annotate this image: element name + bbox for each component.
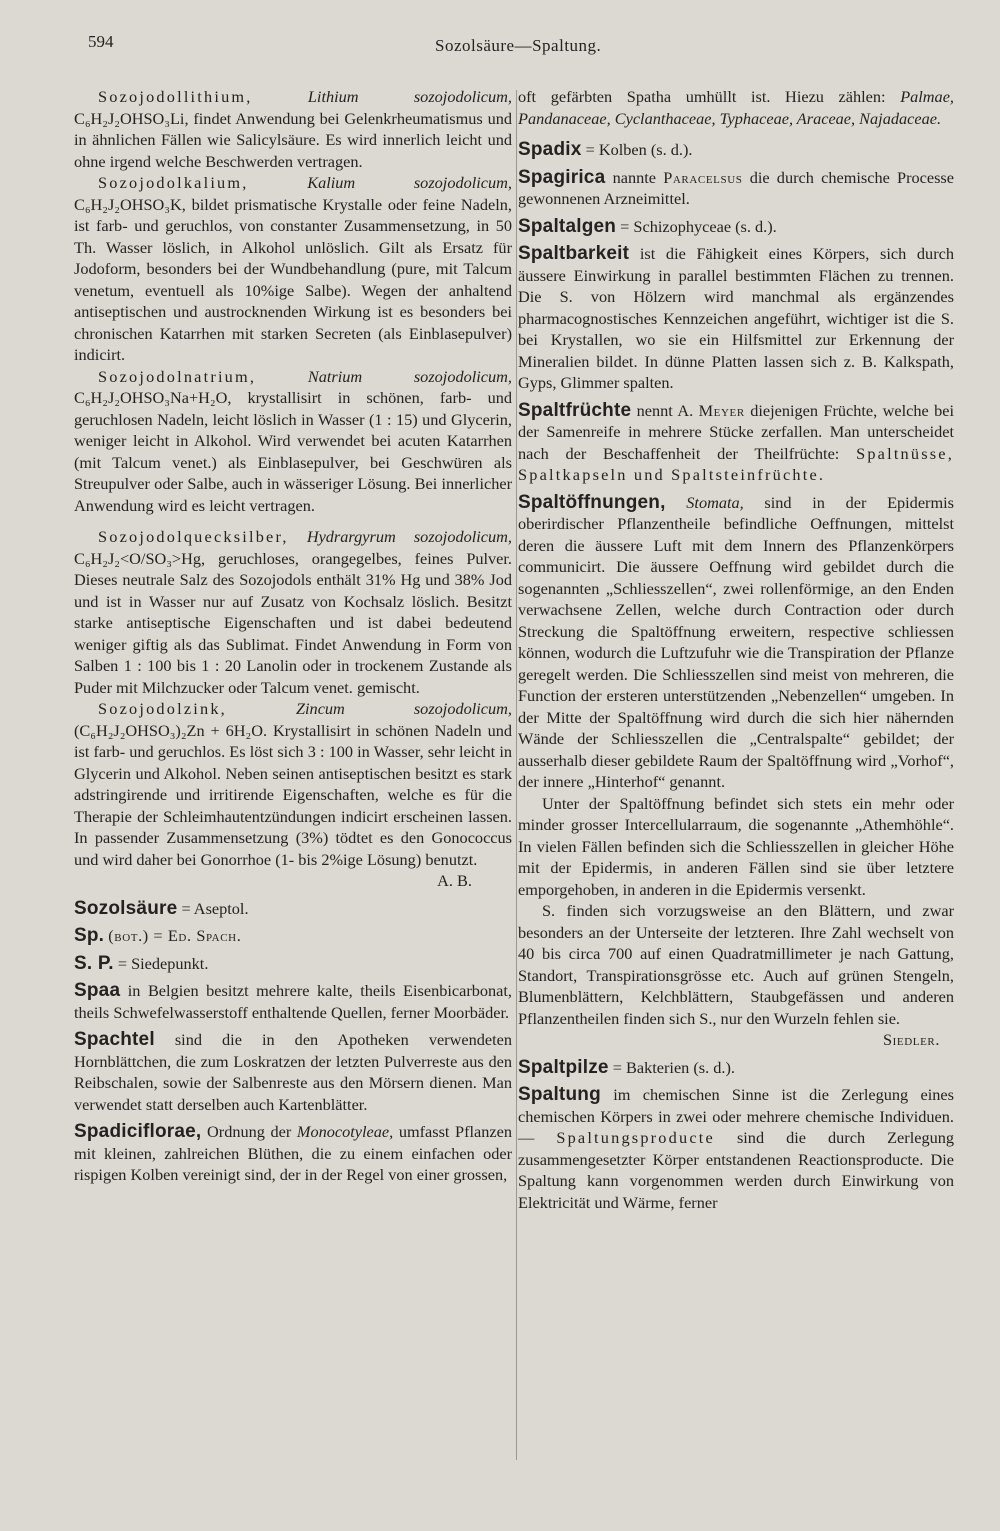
headword: Spachtel: [74, 1029, 155, 1050]
entry-body: sind die durch Zerlegung zusammengesetzter Körper entstandenen Reactionsproducte. Die Spaltung kann vorgenommen werden durch Einwirkung von Elektricität und Wärme, ferner: [518, 1128, 955, 1212]
entry-sozolsaeure: [74, 898, 512, 920]
entry-body: = Kolben (s. d.).: [585, 140, 693, 159]
entry-spadix: [518, 139, 954, 161]
headword: Spaltfrüchte: [518, 399, 632, 421]
entry-body: in Belgien besitzt mehrere kalte, theils Eisenbicarbonat, theils Schwefelwasserstoff enthaltende Quellen, ferner Moorbäder.: [74, 981, 512, 1022]
entry-sozojodolquecksilber: [74, 526, 512, 698]
entry-spagirica: [518, 167, 954, 210]
entry-spachtel: [74, 1029, 512, 1115]
entry-body: C₆H₂J₂OHSO₃K, bildet prismatische Krystalle oder feine Nadeln, ist farb- und geruchlos, von constanter Zusammensetzung, in 50 Th. Wasser löslich, in Alkohol unlöslich. Gilt als Ersatz für Jodoform, besonders bei der Wundbehandlung (pure, mit Talcum venetum, eventuell als 10%ige Salbe). Wegen der anhaltend antiseptischen und austrocknenden Wirkung ist es besonders bei chronischen Katarrhen mit starken Secreten (als Einblasepulver) indicirt.: [74, 194, 512, 364]
entry-body: oft gefärbten Spatha umhüllt ist. Hiezu zählen:: [518, 87, 886, 106]
entry-spaltoeffnungen: [518, 492, 954, 793]
latin-name: Lithium sozojodolicum,: [307, 87, 512, 106]
latin-name: Zincum sozojodolicum,: [295, 699, 512, 718]
entry-paragraph: Unter der Spaltöffnung befindet sich stets ein mehr oder minder grosser Intercellularraum, die sogenannte „Athemhöhle“. In vielen Fällen befinden sich die Schliesszellen in gleicher Höhe mit der Epidermis, in anderen Fällen sind sie über letztere emporgehoben, in anderen in die Epidermis versenkt.: [518, 793, 954, 899]
entry-sozojodolnatrium: [74, 366, 512, 517]
subentry-head: Sozojodolkalium,: [98, 173, 249, 192]
chemical-formula: C₆H₂J₂<O/SO₃>Hg,: [74, 548, 206, 568]
entry-spadiciflorae: [74, 1121, 512, 1186]
spaced-term: Spaltungsproducte: [556, 1128, 715, 1147]
entry-sozojodolzink: [74, 698, 512, 870]
headword: Spaltalgen: [518, 215, 617, 237]
latin-name: Stomata,: [686, 492, 744, 512]
entry-body: umfasst Pflanzen mit kleinen, zahlreichen Blüthen, die zu einem einfachen oder rispigen Kolben vereinigt sind, der in der Regel von einer grossen,: [74, 1122, 513, 1184]
latin-name: Natrium sozojodolicum,: [307, 366, 512, 386]
entry-body: Ordnung der: [207, 1122, 292, 1141]
latin-name: Hydrargyrum sozojodolicum,: [306, 527, 512, 546]
headword: Spaa: [74, 980, 121, 1001]
headword: Spaltung: [518, 1084, 601, 1105]
entry-s-p: [74, 953, 512, 975]
left-column: [74, 86, 512, 1186]
headword: Sp.: [74, 925, 105, 946]
subentry-head: Sozojodollithium,: [98, 87, 253, 106]
entry-paragraph: [518, 900, 954, 1051]
entry-spaltpilze: [518, 1057, 954, 1079]
author-signature: Siedler.: [882, 1030, 940, 1049]
entry-body: im chemischen Sinne ist die Zerlegung eines chemischen Körpers in zwei oder mehrere chemische Individuen. —: [518, 1085, 954, 1147]
continuation-spadiciflorae: [518, 86, 954, 129]
entry-body: nannte: [612, 167, 656, 187]
entry-body: sind in der Epidermis oberirdischer Pflanzentheile befindliche Oeffnungen, mittelst deren die äussere Luft mit dem Innern des Pflanzenkörpers communicirt. Die äussere Oeffnung wird gebildet durch die sogenannten „Schliesszellen“, zwei rollenförmige, an den Enden verwachsene Zellen, welche durch Contraction oder durch Streckung die Spaltöffnung erweitern, respective schliessen können, wodurch die Luftzufuhr wie die Transpiration der Pflanze geregelt werden. Die Schliesszellen sind meist von mehreren, die Function der ersteren unterstützenden „Nebenzellen“ umgeben. In der Mitte der Spaltöffnung wird durch die sich hier nähernden Wände der Schliesszellen die „Centralspalte“ gebildet; der ausserhalb dieser gebildete Raum der Spaltöffnung wird „Vorhof“, der innere „Hinterhof“ genannt.: [518, 492, 954, 791]
entry-body: nennt A.: [636, 400, 694, 420]
entry-spaa: [74, 980, 512, 1023]
latin-name: Monocotyleae,: [296, 1122, 394, 1141]
person-name: Meyer: [698, 400, 745, 420]
entry-body: (bot.) = Ed. Spach.: [108, 926, 242, 945]
headword: Sozolsäure: [74, 897, 178, 919]
headword: Spadix: [518, 139, 582, 160]
entry-body: geruchloses, orangegelbes, feines Pulver. Dieses neutrale Salz des Sozojodols enthält 31% Hg und 38% Jod und ist in Wasser nur auf Zusatz von Kochsalz löslich. Besitzt starke antiseptische Eigenschaften und ist dabei bedeutend weniger giftig als das Sublimat. Findet Anwendung in Form von Salben 1 : 100 bis 1 : 20 Lanolin oder in trockenem Zustande als Puder mit Milchzucker oder Talcum venet. gemischt.: [74, 548, 513, 697]
latin-name: Palmae, Pandanaceae, Cyclanthaceae, Typhaceae, Araceae, Najadaceae.: [518, 87, 954, 128]
entry-body: = Schizophyceae (s. d.).: [620, 216, 777, 236]
entry-body: = Siedepunkt.: [117, 953, 209, 973]
author-signature: A. B.: [437, 871, 472, 890]
headword: Spaltbarkeit: [518, 243, 630, 264]
headword: Spadiciflorae,: [74, 1121, 202, 1142]
column-divider: [516, 90, 517, 1460]
headword: Spaltöffnungen,: [518, 491, 666, 513]
entry-spaltalgen: [518, 216, 954, 238]
entry-body: = Aseptol.: [181, 898, 249, 918]
entry-spaltung: [518, 1084, 954, 1213]
entry-body: (C₆H₂J₂OHSO₃)₂Zn + 6H₂O. Krystallisirt in schönen Nadeln und ist farb- und geruchlos. Es löst sich 3 : 100 in Wasser, sehr leicht in Glycerin und Alkohol. Neben seinen antiseptischen besitzt es stark adstringirende und irritirende Eigenschaften, welche es für die Therapie der Schleimhautentzündungen indicirt erscheinen lassen. In passender Zusammensetzung (3%) tödtet es den Gonococcus und wird daher bei Gonorrhoe (1- bis 2%ige Lösung) benutzt.: [74, 720, 512, 869]
headword: Spaltpilze: [518, 1056, 609, 1078]
headword: Spagirica: [518, 166, 606, 188]
entry-sozojodolkalium: [74, 172, 512, 366]
entry-body: die durch chemische Processe gewonnenen Arzneimittel.: [518, 167, 954, 208]
entry-body: diejenigen Früchte, welche bei der Samenreife in mehrere Stücke zerfallen. Man unterscheidet nach der Beschaffenheit der Theilfrüchte:: [518, 400, 954, 463]
entry-body: S. finden sich vorzugsweise an den Blättern, und zwar besonders an der Unterseite der letzteren. Ihre Zahl wechselt von 40 bis circa 700 auf einen Quadratmillimeter je nach Gattung, Standort, Transpirationsgrösse etc. Auch auf grünen Stengeln, Blumenblättern, Kelchblättern, Staubgefässen und anderen Pflanzentheilen finden sich S., nur den Wurzeln fehlen sie.: [518, 901, 954, 1028]
subentry-head: Sozojodolzink,: [98, 699, 227, 718]
latin-name: Kalium sozojodolicum,: [307, 173, 512, 192]
entry-body: sind die in den Apotheken verwendeten Hornblättchen, die zum Loskratzen der letzten Pulverreste aus den Reibschalen, sowie der Salbenreste aus den Mörsern dienen. Man verwendet statt derselben auch Kartenblätter.: [74, 1030, 512, 1114]
running-title: Sozolsäure—Spaltung.: [435, 36, 602, 55]
subentry-head: Sozojodolnatrium,: [98, 366, 257, 386]
entry-body: C₆H₂J₂OHSO₃Li, findet Anwendung bei Gelenkrheumatismus und in ähnlichen Fällen wie Salicylsäure. Es wird innerlich leicht und ohne irgend welche Beschwerden vertragen.: [74, 108, 512, 171]
entry-spaltbarkeit: [518, 243, 954, 394]
right-column: [518, 86, 954, 1213]
spaced-terms: Spaltnüsse, Spaltkapseln und Spaltsteinfrüchte.: [518, 443, 954, 484]
person-name: Paracelsus: [663, 167, 743, 187]
entry-sp: [74, 925, 512, 947]
entry-sozojodollithium: [74, 86, 512, 172]
entry-body: ist die Fähigkeit eines Körpers, sich durch äussere Einwirkung in parallel bestimmten Flächen zu trennen. Die S. von Hölzern wird manchmal als ergänzendes pharmacognostisches Kennzeichen angeführt, wichtiger ist die S. bei Krystallen, wo sie ein Hilfsmittel zur Erkennung der Mineralien bildet. In dünne Platten lassen sich z. B. Kalkspath, Gyps, Glimmer spalten.: [518, 244, 954, 392]
entry-spaltfruechte: [518, 400, 954, 486]
entry-body: = Bakterien (s. d.).: [612, 1057, 735, 1077]
headword: S. P.: [74, 952, 114, 974]
page-number: 594: [88, 32, 114, 51]
subentry-head: Sozojodolquecksilber,: [98, 527, 289, 546]
entry-body: C₆H₂J₂OHSO₃Na+H₂O, krystallisirt in schönen, farb- und geruchlosen Nadeln, leicht löslich in Wasser (1 : 15) und Glycerin, weniger leicht in Alkohol. Wird verwendet bei acuten Katarrhen (mit Talcum venet.) als Einblasepulver, bei Geschwüren als Streupulver oder Salbe, auch in wässeriger Lösung. Bei innerlicher Anwendung wird es leicht vertragen.: [74, 388, 512, 515]
